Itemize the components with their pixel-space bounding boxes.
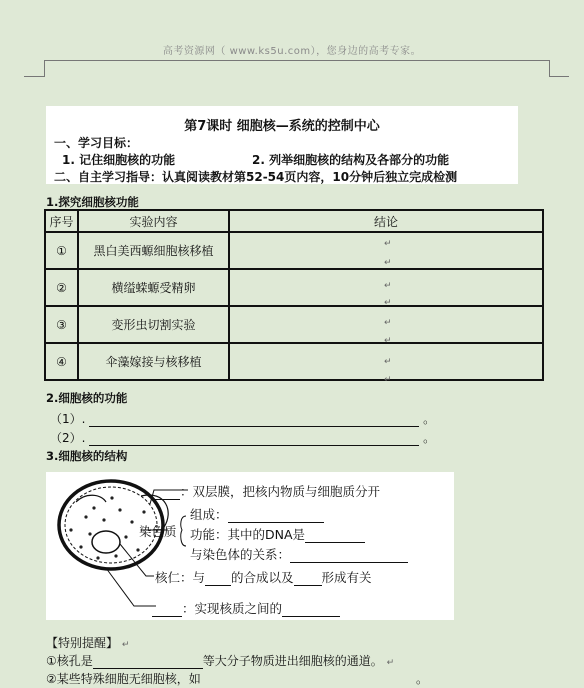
row-number: ① [45, 232, 78, 269]
experiment-table [44, 209, 544, 381]
answer-blank[interactable] [89, 433, 419, 446]
table-row [45, 343, 543, 380]
objectives-heading: 一、学习目标： [54, 136, 139, 150]
table-row [45, 232, 543, 269]
tip-1 [46, 652, 394, 669]
tip-2-period: 。 [416, 672, 429, 686]
item-label: （1）. [50, 412, 86, 426]
crop-mark [24, 76, 44, 77]
nuclear-envelope-text: ：双层膜，把核内物质与细胞质分开 [180, 484, 381, 499]
answer-blank[interactable] [205, 573, 231, 586]
tips-heading [46, 634, 129, 651]
paragraph-mark: ↵ [384, 336, 392, 346]
paragraph-mark: ↵ [384, 281, 392, 291]
chromatin-label: 染色质 [139, 524, 177, 539]
header-rule [44, 60, 549, 61]
table-row [45, 269, 543, 306]
paragraph-mark: ↵ [384, 357, 392, 367]
tip-text: ①核孔是 [46, 654, 93, 668]
paragraph-mark: ↵ [386, 658, 395, 668]
period: 。 [423, 412, 436, 426]
paragraph-mark: ↵ [121, 640, 130, 650]
chromatin-relation [190, 545, 408, 563]
nuclear-pore-text: ：实现核质之间的 [182, 601, 283, 616]
item-label: （2）. [50, 431, 86, 445]
paragraph-mark: ↵ [384, 239, 392, 249]
experiment-content: 变形虫切割实验 [78, 306, 229, 343]
column-header: 实验内容 [78, 210, 229, 232]
tip-text: 等大分子物质进出细胞核的通道。 [202, 654, 383, 668]
table-row [45, 306, 543, 343]
section-2-heading: 2.细胞核的功能 [46, 391, 128, 405]
answer-blank[interactable] [294, 573, 322, 586]
crop-mark [549, 60, 550, 77]
period: 。 [423, 431, 436, 445]
tips-title: 【特别提醒】 [46, 636, 119, 650]
tip-text: ②某些特殊细胞无细胞核，如 [46, 672, 201, 686]
crop-mark [549, 76, 569, 77]
nuclear-envelope-line [152, 482, 380, 500]
row-number: ③ [45, 306, 78, 343]
row-number: ② [45, 269, 78, 306]
table-header-row [45, 210, 543, 232]
lesson-title: 第7课时 细胞核—系统的控制中心 [184, 119, 380, 134]
objective-1: 1. 记住细胞核的功能 [62, 153, 176, 167]
experiment-content: 黑白美西螈细胞核移植 [78, 232, 229, 269]
answer-blank[interactable] [152, 487, 180, 500]
section-1-heading: 1.探究细胞核功能 [46, 195, 139, 209]
answer-blank[interactable] [290, 550, 408, 563]
answer-blank[interactable] [228, 510, 324, 523]
nucleolus-line [155, 568, 372, 586]
nucleolus-text: 形成有关 [321, 570, 372, 585]
answer-blank[interactable] [93, 656, 203, 669]
page-header: 高考资源网（ www.ks5u.com），您身边的高考专家。 [162, 46, 422, 57]
answer-blank[interactable] [282, 604, 340, 617]
objective-2: 2. 列举细胞核的结构及各部分的功能 [252, 153, 450, 167]
function-line-1 [50, 410, 435, 427]
function-label: 功能：其中的DNA是 [190, 527, 306, 542]
composition-label: 组成： [190, 507, 228, 522]
experiment-content: 横缢蝾螈受精卵 [78, 269, 229, 306]
nucleolus-text: 的合成以及 [231, 570, 294, 585]
paragraph-mark: ↵ [384, 258, 392, 268]
paragraph-mark: ↵ [384, 375, 392, 385]
relation-label: 与染色体的关系： [190, 547, 291, 562]
crop-mark [44, 60, 45, 77]
answer-blank[interactable] [305, 530, 365, 543]
answer-blank[interactable] [152, 604, 182, 617]
experiment-content: 伞藻嫁接与核移植 [78, 343, 229, 380]
nucleolus-text: 核仁：与 [155, 570, 206, 585]
chromatin-function [190, 525, 365, 543]
paragraph-mark: ↵ [384, 318, 392, 328]
column-header: 序号 [45, 210, 78, 232]
function-line-2 [50, 429, 435, 446]
section-3-heading: 3.细胞核的结构 [46, 449, 128, 463]
row-number: ④ [45, 343, 78, 380]
tip-2 [46, 670, 201, 687]
column-header: 结论 [229, 210, 543, 232]
study-guide: 二、自主学习指导：认真阅读教材第52-54页内容，10分钟后独立完成检测 [54, 170, 458, 184]
nuclear-pore-line [152, 599, 340, 617]
chromatin-composition [190, 505, 324, 523]
answer-blank[interactable] [89, 414, 419, 427]
paragraph-mark: ↵ [384, 298, 392, 308]
